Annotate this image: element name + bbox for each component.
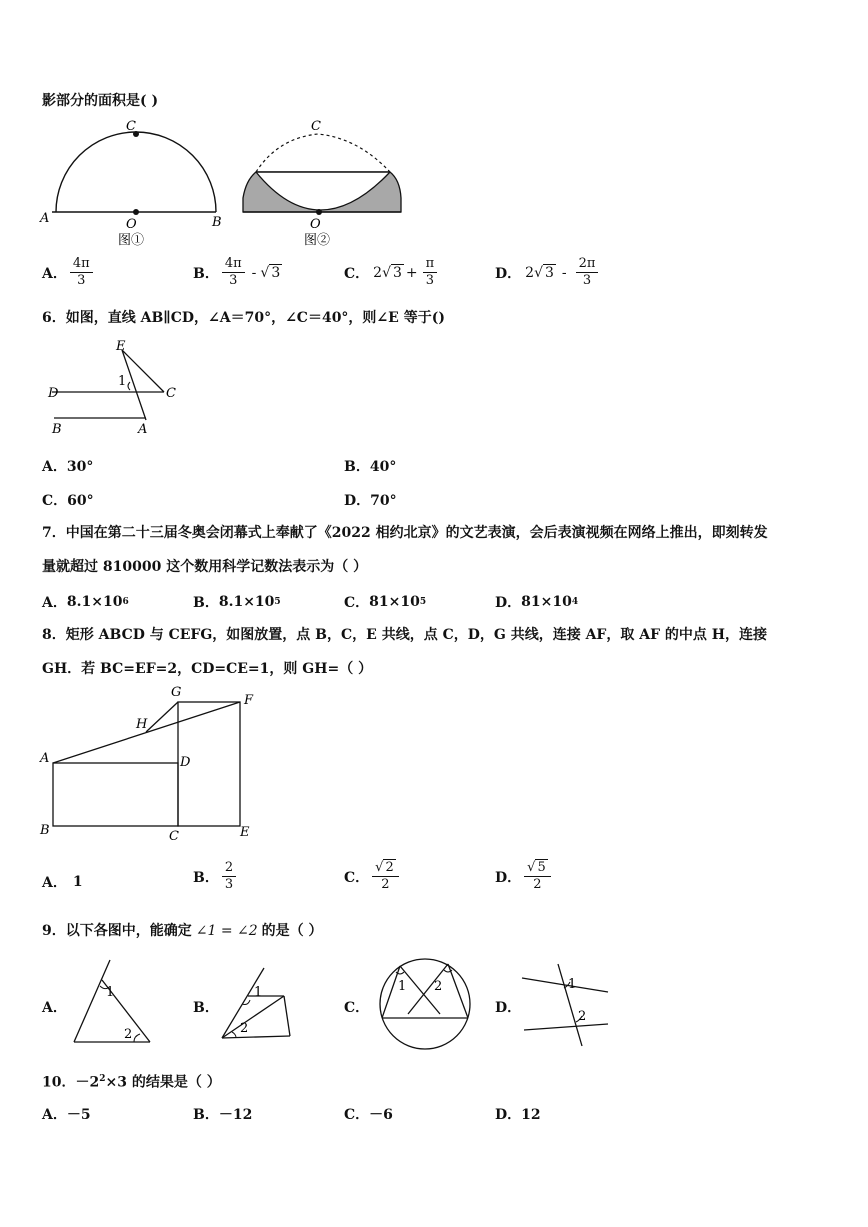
q9c-angle-2: 2 [434, 979, 443, 994]
q6-label-E: E [116, 339, 126, 354]
q10-option-b[interactable]: B．－12 [193, 1107, 253, 1123]
q10-option-c[interactable]: C．－6 [344, 1107, 393, 1123]
q8-label-H: H [136, 717, 148, 732]
q8-label-B: B [40, 823, 50, 838]
q9c-angle-1: 1 [398, 979, 407, 994]
q5-option-d[interactable]: D． 2 √ 3 - $\frac{2\pi}{3}$ [495, 256, 601, 289]
q5-option-c[interactable]: C． 2 √ 3 + $\frac{\pi}{3}$ [344, 256, 440, 289]
q9d-angle-1: 1 [568, 977, 577, 992]
q8-option-a[interactable]: A． 1 [42, 874, 83, 891]
q5-label-C: C [126, 119, 136, 134]
q8-label-A: A [40, 751, 50, 766]
q5-option-b[interactable]: B． $\frac{4\pi}{3}$ - √ 3 [193, 256, 281, 288]
q8-figure [38, 684, 268, 844]
q8-label-D: D [180, 755, 191, 770]
q5-fig2-caption: 图② [304, 233, 331, 248]
q6-figure [46, 340, 196, 440]
q8-stem-line2: GH．若 BC=EF=2，CD=CE=1，则 GH=（ ） [42, 661, 373, 677]
q5-stem: 影部分的面积是( ) [42, 93, 159, 109]
q5-fig1-caption: 图① [118, 233, 145, 248]
q6-stem: 6．如图，直线 AB∥CD，∠A＝70°，∠C＝40°，则∠E 等于() [42, 310, 445, 326]
q9b-angle-2: 2 [240, 1021, 249, 1036]
q6-label-C: C [166, 386, 176, 401]
q9b-angle-1: 1 [254, 985, 263, 1000]
q7-option-c[interactable]: C． 81×10 5 [344, 594, 427, 611]
q5-fig2-label-O: O [310, 217, 321, 232]
q10-stem: 10．$-2^2\times 3$ 的结果是（ ） [42, 1074, 221, 1091]
q6-label-A: A [138, 422, 148, 437]
q5-figure-1 [38, 118, 268, 248]
q6-label-B: B [52, 422, 62, 437]
q6-option-c[interactable]: C．60° [42, 493, 94, 509]
q5-label-A: A [40, 211, 50, 226]
q9-stem: 9．以下各图中，能确定 ∠1 = ∠2 的是（ ） [42, 923, 323, 939]
q9a-angle-1: 1 [106, 985, 115, 1000]
q7-stem-line2: 量就超过 810000 这个数用科学记数法表示为（ ） [42, 559, 368, 575]
q7-option-d[interactable]: D． 81×10 4 [495, 594, 579, 611]
q8-label-G: G [171, 685, 182, 700]
q9-figure-d [520, 960, 620, 1050]
q6-option-a[interactable]: A．30° [42, 459, 94, 475]
q5-option-a[interactable]: A． $\frac{4\pi}{3}$ [42, 256, 96, 289]
q10-option-a[interactable]: A．－5 [42, 1107, 91, 1123]
q8-label-C: C [169, 829, 179, 844]
q9-option-c[interactable]: C． [344, 1000, 370, 1016]
q8-option-c[interactable]: C． $\frac{√ 2}{2}$ [344, 860, 402, 893]
q5-figure-2 [238, 118, 418, 248]
q9-figure-b [218, 960, 308, 1050]
q6-label-D: D [48, 386, 59, 401]
q5-label-O: O [126, 217, 137, 232]
q9a-angle-2: 2 [124, 1027, 133, 1042]
q8-label-F: F [244, 693, 254, 708]
q7-option-b[interactable]: B． 8.1×10 5 [193, 594, 281, 611]
q9-option-a[interactable]: A． [42, 1000, 67, 1016]
q9-option-b[interactable]: B． [193, 1000, 219, 1016]
q9-option-d[interactable]: D． [495, 1000, 522, 1016]
q9d-angle-2: 2 [578, 1009, 587, 1024]
q9-figure-c [378, 956, 478, 1056]
q7-option-a[interactable]: A． 8.1×10 6 [42, 594, 129, 611]
q9-figure-a [70, 956, 160, 1046]
q5-fig2-label-C: C [311, 119, 321, 134]
q6-option-d[interactable]: D．70° [344, 493, 397, 509]
q8-stem-line1: 8．矩形 ABCD 与 CEFG，如图放置，点 B，C，E 共线，点 C，D，G 共线，连接 AF，取 AF 的中点 H，连接 [42, 627, 768, 643]
q7-stem-line1: 7．中国在第二十三届冬奥会闭幕式上奉献了《2022 相约北京》的文艺表演，会后表演视频在网络上推出，即刻转发 [42, 525, 768, 541]
q5-label-B: B [212, 215, 222, 230]
q10-option-d[interactable]: D．12 [495, 1107, 541, 1123]
q6-option-b[interactable]: B．40° [344, 459, 397, 475]
q8-label-E: E [240, 825, 250, 840]
q8-option-b[interactable]: B． $\frac{2}{3}$ [193, 860, 239, 893]
q8-option-d[interactable]: D． $\frac{√ 5}{2}$ [495, 860, 554, 893]
q6-label-one: 1 [118, 374, 127, 389]
